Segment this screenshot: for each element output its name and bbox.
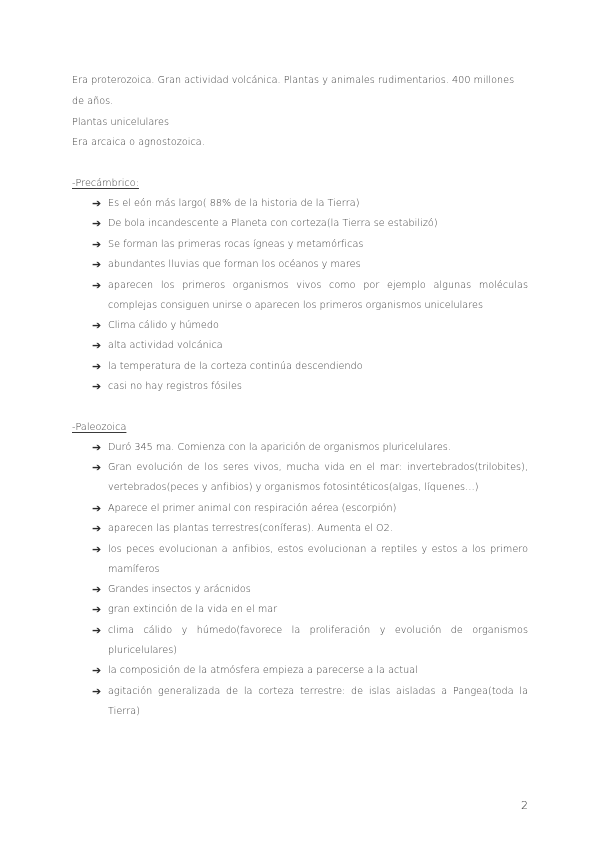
arrow-right-icon: ➔ <box>92 360 102 373</box>
arrow-right-icon: ➔ <box>92 258 102 271</box>
arrow-right-icon: ➔ <box>92 380 102 393</box>
arrow-right-icon: ➔ <box>92 461 102 474</box>
list-item-text: casi no hay registros fósiles <box>108 381 242 392</box>
arrow-right-icon: ➔ <box>92 217 102 230</box>
arrow-right-icon: ➔ <box>92 238 102 251</box>
arrow-right-icon: ➔ <box>92 522 102 535</box>
arrow-right-icon: ➔ <box>92 624 102 637</box>
list-item-text: aparecen las plantas terrestres(coníferas). Aumenta el O2. <box>108 523 393 534</box>
arrow-right-icon: ➔ <box>92 543 102 556</box>
arrow-right-icon: ➔ <box>92 583 102 596</box>
section-heading-paleozoica: -Paleozoica <box>72 422 127 433</box>
list-item-text: Gran evolución de los seres vivos, mucha vida en el mar: invertebrados(trilobites), vertebrados(peces y anfibios) y organismos fotosintéticos(algas, líquenes…) <box>108 462 528 493</box>
intro-line-1: Era proterozoica. Gran actividad volcánica. Plantas y animales rudimentarios. 400 millones <box>72 75 515 86</box>
list-item-text: agitación generalizada de la corteza terrestre: de islas aisladas a Pangea(toda la Tierra) <box>108 686 528 717</box>
list-item-text: gran extinción de la vida en el mar <box>108 604 278 615</box>
intro-line-2: de años. <box>72 96 114 107</box>
arrow-right-icon: ➔ <box>92 319 102 332</box>
list-item-text: Aparece el primer animal con respiración aérea (escorpión) <box>108 503 397 514</box>
arrow-right-icon: ➔ <box>92 603 102 616</box>
list-item-text: Clima cálido y húmedo <box>108 320 219 331</box>
list-item-text: la composición de la atmósfera empieza a parecerse a la actual <box>108 665 418 676</box>
list-item-text: Se forman las primeras rocas ígneas y metamórficas <box>108 239 364 250</box>
list-item-text: Grandes insectos y arácnidos <box>108 584 251 595</box>
arrow-right-icon: ➔ <box>92 339 102 352</box>
arrow-right-icon: ➔ <box>92 279 102 292</box>
arrow-right-icon: ➔ <box>92 502 102 515</box>
list-item-text: Es el eón más largo( 88% de la historia de la Tierra) <box>108 198 360 209</box>
arrow-right-icon: ➔ <box>92 685 102 698</box>
list-item-text: alta actividad volcánica <box>108 340 223 351</box>
section-heading-precambrico: -Precámbrico: <box>72 178 139 189</box>
list-item-text: Duró 345 ma. Comienza con la aparición de organismos pluricelulares. <box>108 442 451 453</box>
list-item-text: abundantes lluvias que forman los océanos y mares <box>108 259 361 270</box>
list-item-text: los peces evolucionan a anfibios, estos evolucionan a reptiles y estos a los primero mamíferos <box>108 544 528 575</box>
arrow-right-icon: ➔ <box>92 664 102 677</box>
list-item-text: la temperatura de la corteza continúa descendiendo <box>108 361 363 372</box>
intro-line-4: Era arcaica o agnostozoica. <box>72 137 205 148</box>
list-item-text: De bola incandescente a Planeta con corteza(la Tierra se estabilizó) <box>108 218 438 229</box>
page-number: 2 <box>521 799 529 812</box>
arrow-right-icon: ➔ <box>92 197 102 210</box>
list-item-text: aparecen los primeros organismos vivos como por ejemplo algunas moléculas complejas consiguen unirse o aparecen los primeros organismos unicelulares <box>108 280 528 311</box>
list-item-text: clima cálido y húmedo(favorece la proliferación y evolución de organismos pluricelulares) <box>108 625 528 656</box>
intro-line-3: Plantas unicelulares <box>72 117 170 128</box>
arrow-right-icon: ➔ <box>92 441 102 454</box>
